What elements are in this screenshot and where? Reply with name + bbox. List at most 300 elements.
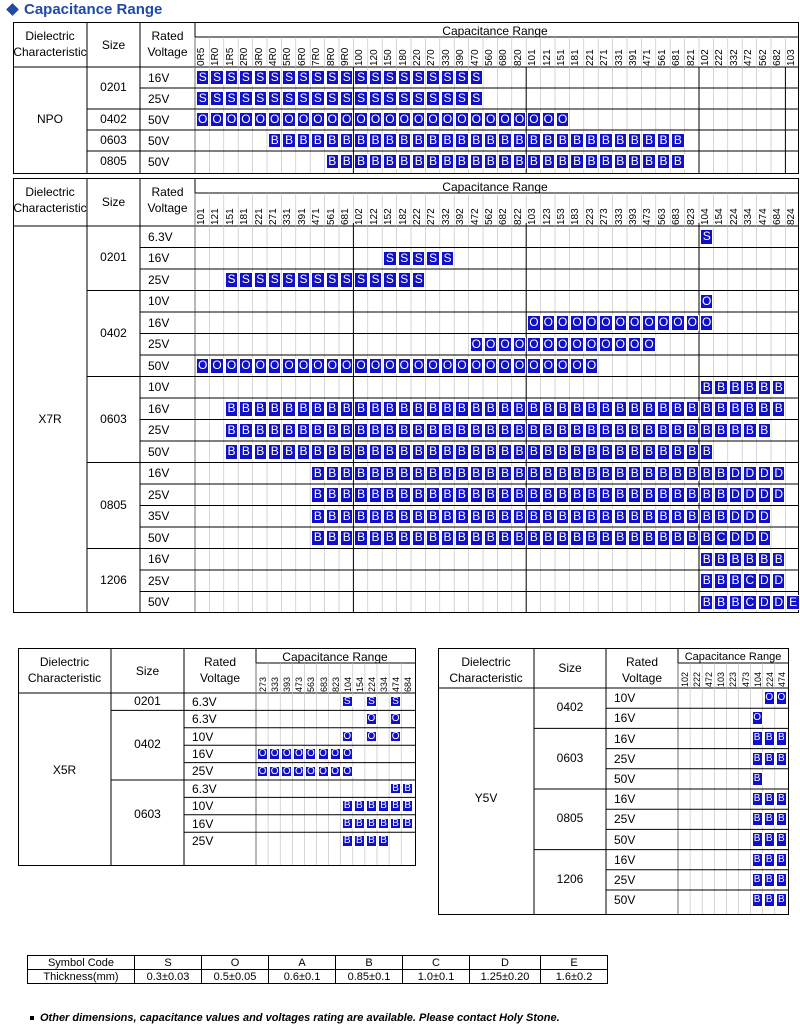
cap-cell-b: B — [599, 466, 612, 482]
size-label: 0603 — [134, 806, 161, 821]
cap-cell-b: B — [354, 509, 367, 525]
cap-cell-b: B — [599, 444, 612, 460]
code-label: 390 — [455, 49, 467, 66]
cap-cell-b: B — [470, 466, 483, 482]
cap-cell-s: S — [254, 91, 267, 106]
cap-cell-b: B — [412, 530, 425, 546]
cap-cell-s: S — [340, 272, 353, 288]
cap-cell-b: B — [342, 835, 353, 846]
code-label: 4R0 — [268, 47, 279, 66]
cap-cell-s: S — [700, 229, 713, 245]
cap-cell-b: B — [354, 800, 365, 811]
voltage-label: 10V — [192, 799, 214, 814]
cap-cell-b: B — [776, 812, 787, 826]
symbol-code-cell: E — [541, 956, 608, 970]
cap-cell-s: S — [196, 70, 209, 85]
cap-cell-o: O — [294, 748, 303, 760]
cap-cell-b: B — [340, 530, 353, 546]
code-label: 222 — [412, 208, 423, 225]
code-label: 683 — [318, 676, 329, 692]
voltage-label: 50V — [148, 112, 170, 127]
code-label: 561 — [325, 208, 337, 225]
voltage-label: 10V — [614, 691, 636, 706]
cap-cell-b: B — [484, 509, 497, 525]
cap-cell-b: B — [441, 466, 454, 482]
cap-cell-b: B — [513, 401, 526, 417]
symbol-code-row — [28, 956, 608, 970]
cap-cell-s: S — [254, 70, 267, 85]
cap-cell-b: B — [340, 509, 353, 525]
cap-cell-b: B — [764, 752, 775, 766]
voltage-label: 50V — [614, 893, 636, 908]
cap-cell-b: B — [412, 401, 425, 417]
code-label: 470 — [469, 49, 481, 66]
cap-cell-b: B — [758, 380, 771, 396]
cap-cell-b: B — [556, 133, 569, 148]
cap-cell-b: B — [412, 133, 425, 148]
cap-cell-o: O — [498, 112, 511, 127]
cap-cell-b: B — [398, 401, 411, 417]
code-label: 182 — [397, 208, 409, 225]
cap-cell-b: B — [383, 444, 396, 460]
cap-cell-b: B — [714, 380, 727, 396]
table-x7r — [13, 178, 799, 613]
cap-cell-b: B — [599, 423, 612, 439]
cap-cell-b: B — [398, 423, 411, 439]
cap-cell-b: B — [366, 835, 377, 846]
cap-cell-b: B — [556, 444, 569, 460]
cap-cell-b: B — [354, 154, 367, 169]
cap-cell-s: S — [455, 91, 468, 106]
cap-cell-b: B — [354, 133, 367, 148]
cap-cell-o: O — [556, 358, 569, 374]
cap-cell-d: D — [758, 573, 771, 589]
size-label: 0201 — [100, 250, 127, 265]
voltage-label: 16V — [148, 315, 170, 330]
code-label: 100 — [354, 49, 366, 66]
cap-cell-o: O — [297, 112, 310, 127]
cap-cell-o: O — [455, 112, 468, 127]
symbol-code-cell: D — [470, 956, 541, 970]
cap-cell-b: B — [642, 530, 655, 546]
dielectric-header: Dielectric Characteristic — [13, 185, 87, 215]
cap-cell-b: B — [354, 423, 367, 439]
code-label: 120 — [368, 49, 380, 66]
cap-cell-b: B — [542, 133, 555, 148]
cap-cell-o: O — [752, 711, 763, 725]
cap-cell-o: O — [340, 358, 353, 374]
cap-cell-o: O — [527, 358, 540, 374]
cap-cell-b: B — [758, 552, 771, 568]
code-label: 2R0 — [239, 47, 251, 66]
code-label: 1R5 — [224, 47, 236, 66]
cap-cell-b: B — [354, 444, 367, 460]
cap-cell-b: B — [776, 731, 787, 745]
cap-cell-b: B — [700, 466, 713, 482]
code-label: 0R5 — [196, 47, 207, 66]
cap-cell-o: O — [354, 358, 367, 374]
cap-cell-b: B — [354, 835, 365, 846]
code-label: 272 — [426, 208, 438, 225]
cap-cell-o: O — [383, 358, 396, 374]
cap-cell-s: S — [225, 70, 238, 85]
cap-cell-b: B — [642, 423, 655, 439]
cap-cell-b: B — [484, 133, 497, 148]
cap-cell-b: B — [398, 133, 411, 148]
voltage-label: 16V — [148, 466, 170, 481]
cap-cell-b: B — [311, 466, 324, 482]
cap-cell-o: O — [426, 112, 439, 127]
code-label: 334 — [379, 676, 389, 692]
voltage-label: 25V — [148, 91, 170, 106]
cap-cell-b: B — [470, 530, 483, 546]
cap-cell-b: B — [369, 530, 382, 546]
cap-cell-b: B — [599, 133, 612, 148]
cap-cell-b: B — [441, 444, 454, 460]
cap-cell-s: S — [455, 70, 468, 85]
cap-cell-s: S — [282, 91, 295, 106]
cap-cell-b: B — [542, 444, 555, 460]
voltage-label: 25V — [148, 573, 170, 588]
cap-cell-b: B — [764, 812, 775, 826]
cap-cell-s: S — [383, 272, 396, 288]
thickness-label: Thickness(mm) — [28, 970, 135, 984]
cap-cell-b: B — [239, 423, 252, 439]
code-label: 103 — [527, 208, 539, 225]
dielectric-header: Dielectric Characteristic — [13, 29, 87, 59]
cap-cell-b: B — [225, 444, 238, 460]
cap-cell-b: B — [542, 401, 555, 417]
code-label: 473 — [740, 671, 751, 687]
cap-cell-b: B — [297, 401, 310, 417]
cap-cell-s: S — [354, 272, 367, 288]
size-label: 0603 — [556, 750, 584, 765]
cap-cell-o: O — [297, 358, 310, 374]
cap-cell-b: B — [340, 487, 353, 503]
cap-cell-b: B — [752, 853, 763, 867]
cap-cell-s: S — [282, 70, 295, 85]
section-title-text: Capacitance Range — [24, 0, 163, 18]
cap-cell-o: O — [391, 713, 400, 725]
code-label: 332 — [728, 49, 740, 66]
cap-cell-b: B — [470, 401, 483, 417]
cap-cell-b: B — [311, 133, 324, 148]
cap-cell-d: D — [772, 573, 785, 589]
cap-cell-b: B — [556, 530, 569, 546]
cap-cell-b: B — [340, 444, 353, 460]
cap-cell-b: B — [752, 772, 763, 786]
cap-cell-b: B — [700, 487, 713, 503]
cap-cell-b: B — [776, 893, 787, 907]
code-label: 221 — [253, 208, 265, 225]
cap-cell-b: B — [326, 154, 339, 169]
cap-cell-s: S — [297, 91, 310, 106]
cap-cell-b: B — [714, 487, 727, 503]
dielectric-label: Y5V — [474, 791, 498, 806]
cap-cell-o: O — [311, 358, 324, 374]
cap-cell-b: B — [714, 573, 727, 589]
voltage-label: 6.3V — [192, 712, 217, 727]
cap-cell-b: B — [686, 444, 699, 460]
code-label: 180 — [397, 49, 409, 66]
cap-cell-b: B — [752, 812, 763, 826]
cap-cell-o: O — [326, 358, 339, 374]
voltage-label: 25V — [148, 423, 170, 438]
size-label: 0201 — [134, 693, 161, 708]
cap-cell-b: B — [426, 487, 439, 503]
symbol-code-cell: A — [269, 956, 336, 970]
cap-cell-b: B — [642, 444, 655, 460]
rated-voltage-header: Rated Voltage — [147, 185, 188, 215]
cap-cell-b: B — [378, 835, 389, 846]
cap-cell-b: B — [671, 444, 684, 460]
cap-cell-b: B — [556, 466, 569, 482]
cap-cell-o: O — [354, 112, 367, 127]
cap-cell-b: B — [398, 509, 411, 525]
cap-cell-s: S — [225, 91, 238, 106]
code-label: 332 — [440, 208, 452, 225]
cap-cell-b: B — [714, 509, 727, 525]
cap-cell-b: B — [354, 487, 367, 503]
voltage-label: 16V — [148, 251, 170, 266]
cap-cell-b: B — [340, 154, 353, 169]
voltage-label: 25V — [148, 337, 170, 352]
cap-cell-d: D — [729, 509, 742, 525]
cap-cell-s: S — [340, 91, 353, 106]
cap-cell-b: B — [642, 133, 655, 148]
cap-cell-d: D — [758, 466, 771, 482]
cap-cell-b: B — [354, 401, 367, 417]
code-label: 473 — [642, 208, 654, 225]
code-label: 820 — [512, 49, 524, 66]
capacitance-range-header: Capacitance Range — [684, 651, 782, 663]
voltage-label: 50V — [148, 358, 170, 373]
cap-cell-b: B — [671, 530, 684, 546]
cap-cell-b: B — [729, 595, 742, 611]
cap-cell-b: B — [378, 818, 389, 829]
cap-cell-o: O — [383, 112, 396, 127]
cap-cell-b: B — [311, 509, 324, 525]
cap-cell-b: B — [470, 509, 483, 525]
size-header: Size — [558, 661, 582, 675]
cap-cell-b: B — [441, 530, 454, 546]
cap-cell-s: S — [268, 70, 281, 85]
cap-cell-b: B — [484, 444, 497, 460]
cap-cell-b: B — [764, 893, 775, 907]
cap-cell-b: B — [764, 853, 775, 867]
cap-cell-b: B — [657, 133, 670, 148]
size-label: 0805 — [100, 497, 127, 512]
thickness-cell: 0.3±0.03 — [135, 970, 202, 984]
cap-cell-b: B — [729, 423, 742, 439]
cap-cell-o: O — [570, 315, 583, 331]
cap-cell-b: B — [700, 552, 713, 568]
cap-cell-b: B — [671, 154, 684, 169]
cap-cell-b: B — [297, 133, 310, 148]
cap-cell-o: O — [239, 358, 252, 374]
cap-cell-s: S — [441, 91, 454, 106]
code-label: 393 — [282, 676, 293, 692]
code-label: 7R0 — [311, 47, 323, 66]
cap-cell-o: O — [282, 748, 291, 760]
dielectric-label: X7R — [38, 411, 62, 426]
size-label: 0402 — [556, 700, 584, 715]
symbol-code-cell: O — [202, 956, 269, 970]
code-label: 222 — [692, 671, 703, 687]
cap-cell-b: B — [326, 466, 339, 482]
code-label: 563 — [306, 676, 317, 692]
cap-cell-b: B — [657, 530, 670, 546]
code-label: 222 — [714, 49, 726, 66]
cap-cell-b: B — [570, 444, 583, 460]
cap-cell-o: O — [527, 315, 540, 331]
cap-cell-b: B — [671, 509, 684, 525]
cap-cell-b: B — [426, 154, 439, 169]
thickness-row — [28, 970, 608, 984]
cap-cell-o: O — [686, 315, 699, 331]
code-label: 6R0 — [296, 47, 308, 66]
cap-cell-b: B — [714, 552, 727, 568]
cap-cell-b: B — [570, 530, 583, 546]
cap-cell-s: S — [398, 70, 411, 85]
cap-cell-b: B — [743, 552, 756, 568]
cap-cell-d: D — [729, 466, 742, 482]
voltage-label: 25V — [614, 751, 636, 766]
code-label: 392 — [455, 208, 467, 225]
code-label: 472 — [704, 671, 715, 687]
cap-cell-b: B — [398, 444, 411, 460]
code-label: 181 — [570, 49, 582, 66]
code-label: 183 — [570, 208, 582, 225]
cap-cell-b: B — [614, 423, 627, 439]
cap-cell-c: C — [714, 530, 727, 546]
cap-cell-b: B — [268, 423, 281, 439]
cap-cell-b: B — [239, 444, 252, 460]
cap-cell-b: B — [326, 530, 339, 546]
dielectric-label: X5R — [52, 763, 77, 778]
voltage-label: 25V — [148, 272, 170, 287]
cap-cell-b: B — [513, 509, 526, 525]
cap-cell-b: B — [484, 401, 497, 417]
code-label: 474 — [776, 671, 787, 687]
cap-cell-s: S — [470, 70, 483, 85]
cap-cell-o: O — [764, 691, 775, 705]
cap-cell-o: O — [210, 358, 223, 374]
cap-cell-o: O — [294, 765, 303, 777]
cap-cell-o: O — [614, 315, 627, 331]
cap-cell-b: B — [614, 133, 627, 148]
cap-cell-s: S — [441, 251, 454, 267]
cap-cell-o: O — [498, 358, 511, 374]
cap-cell-b: B — [498, 444, 511, 460]
code-label: 223 — [584, 208, 596, 225]
cap-cell-s: S — [239, 91, 252, 106]
cap-cell-s: S — [210, 70, 223, 85]
cap-cell-b: B — [455, 487, 468, 503]
code-label: 101 — [196, 208, 207, 225]
code-label: 333 — [613, 208, 625, 225]
cap-cell-b: B — [311, 487, 324, 503]
size-label: 0201 — [100, 80, 127, 94]
cap-cell-o: O — [412, 358, 425, 374]
cap-cell-b: B — [455, 133, 468, 148]
cap-cell-o: O — [642, 337, 655, 353]
cap-cell-b: B — [570, 401, 583, 417]
cap-cell-b: B — [585, 401, 598, 417]
cap-cell-o: O — [268, 112, 281, 127]
cap-cell-b: B — [585, 133, 598, 148]
cap-cell-b: B — [426, 423, 439, 439]
cap-cell-s: S — [354, 91, 367, 106]
cap-cell-d: D — [772, 487, 785, 503]
cap-cell-b: B — [484, 487, 497, 503]
cap-cell-b: B — [657, 444, 670, 460]
cap-cell-b: B — [455, 466, 468, 482]
cap-cell-b: B — [657, 487, 670, 503]
cap-cell-b: B — [628, 444, 641, 460]
code-label: 682 — [772, 49, 783, 66]
cap-cell-b: B — [700, 423, 713, 439]
cap-cell-o: O — [556, 315, 569, 331]
cap-cell-b: B — [441, 509, 454, 525]
code-label: 473 — [294, 676, 305, 692]
code-label: 103 — [716, 671, 727, 687]
cap-cell-b: B — [686, 466, 699, 482]
cap-cell-o: O — [319, 748, 327, 760]
cap-cell-b: B — [282, 423, 295, 439]
cap-cell-s: S — [297, 272, 310, 288]
cap-cell-b: B — [470, 154, 483, 169]
cap-cell-b: B — [743, 401, 756, 417]
cap-cell-b: B — [297, 444, 310, 460]
cap-cell-b: B — [369, 466, 382, 482]
cap-cell-b: B — [585, 423, 598, 439]
code-label: 102 — [354, 208, 366, 225]
cap-cell-s: S — [390, 696, 401, 707]
cap-cell-o: O — [412, 112, 425, 127]
thickness-cell: 1.0±0.1 — [403, 970, 470, 984]
cap-cell-b: B — [686, 487, 699, 503]
code-label: 271 — [599, 49, 611, 66]
cap-cell-b: B — [599, 487, 612, 503]
cap-cell-o: O — [614, 337, 627, 353]
voltage-label: 16V — [192, 816, 214, 831]
cap-cell-b: B — [441, 133, 454, 148]
cap-cell-b: B — [764, 792, 775, 806]
cap-cell-o: O — [542, 337, 555, 353]
voltage-label: 50V — [614, 771, 636, 786]
cap-cell-o: O — [343, 748, 352, 760]
cap-cell-o: O — [331, 748, 340, 760]
cap-cell-o: O — [326, 112, 339, 127]
cap-cell-b: B — [498, 509, 511, 525]
rated-voltage-header: Rated Voltage — [199, 655, 241, 685]
cap-cell-o: O — [570, 337, 583, 353]
cap-cell-o: O — [484, 112, 497, 127]
cap-cell-b: B — [383, 509, 396, 525]
cap-cell-b: B — [628, 154, 641, 169]
cap-cell-b: B — [614, 509, 627, 525]
cap-cell-s: S — [412, 272, 425, 288]
cap-cell-b: B — [369, 154, 382, 169]
cap-cell-o: O — [441, 358, 454, 374]
size-label: 0603 — [100, 411, 127, 426]
cap-cell-o: O — [268, 358, 281, 374]
cap-cell-b: B — [671, 466, 684, 482]
code-label: 562 — [484, 208, 495, 225]
cap-cell-o: O — [282, 358, 295, 374]
code-label: 823 — [685, 208, 697, 225]
